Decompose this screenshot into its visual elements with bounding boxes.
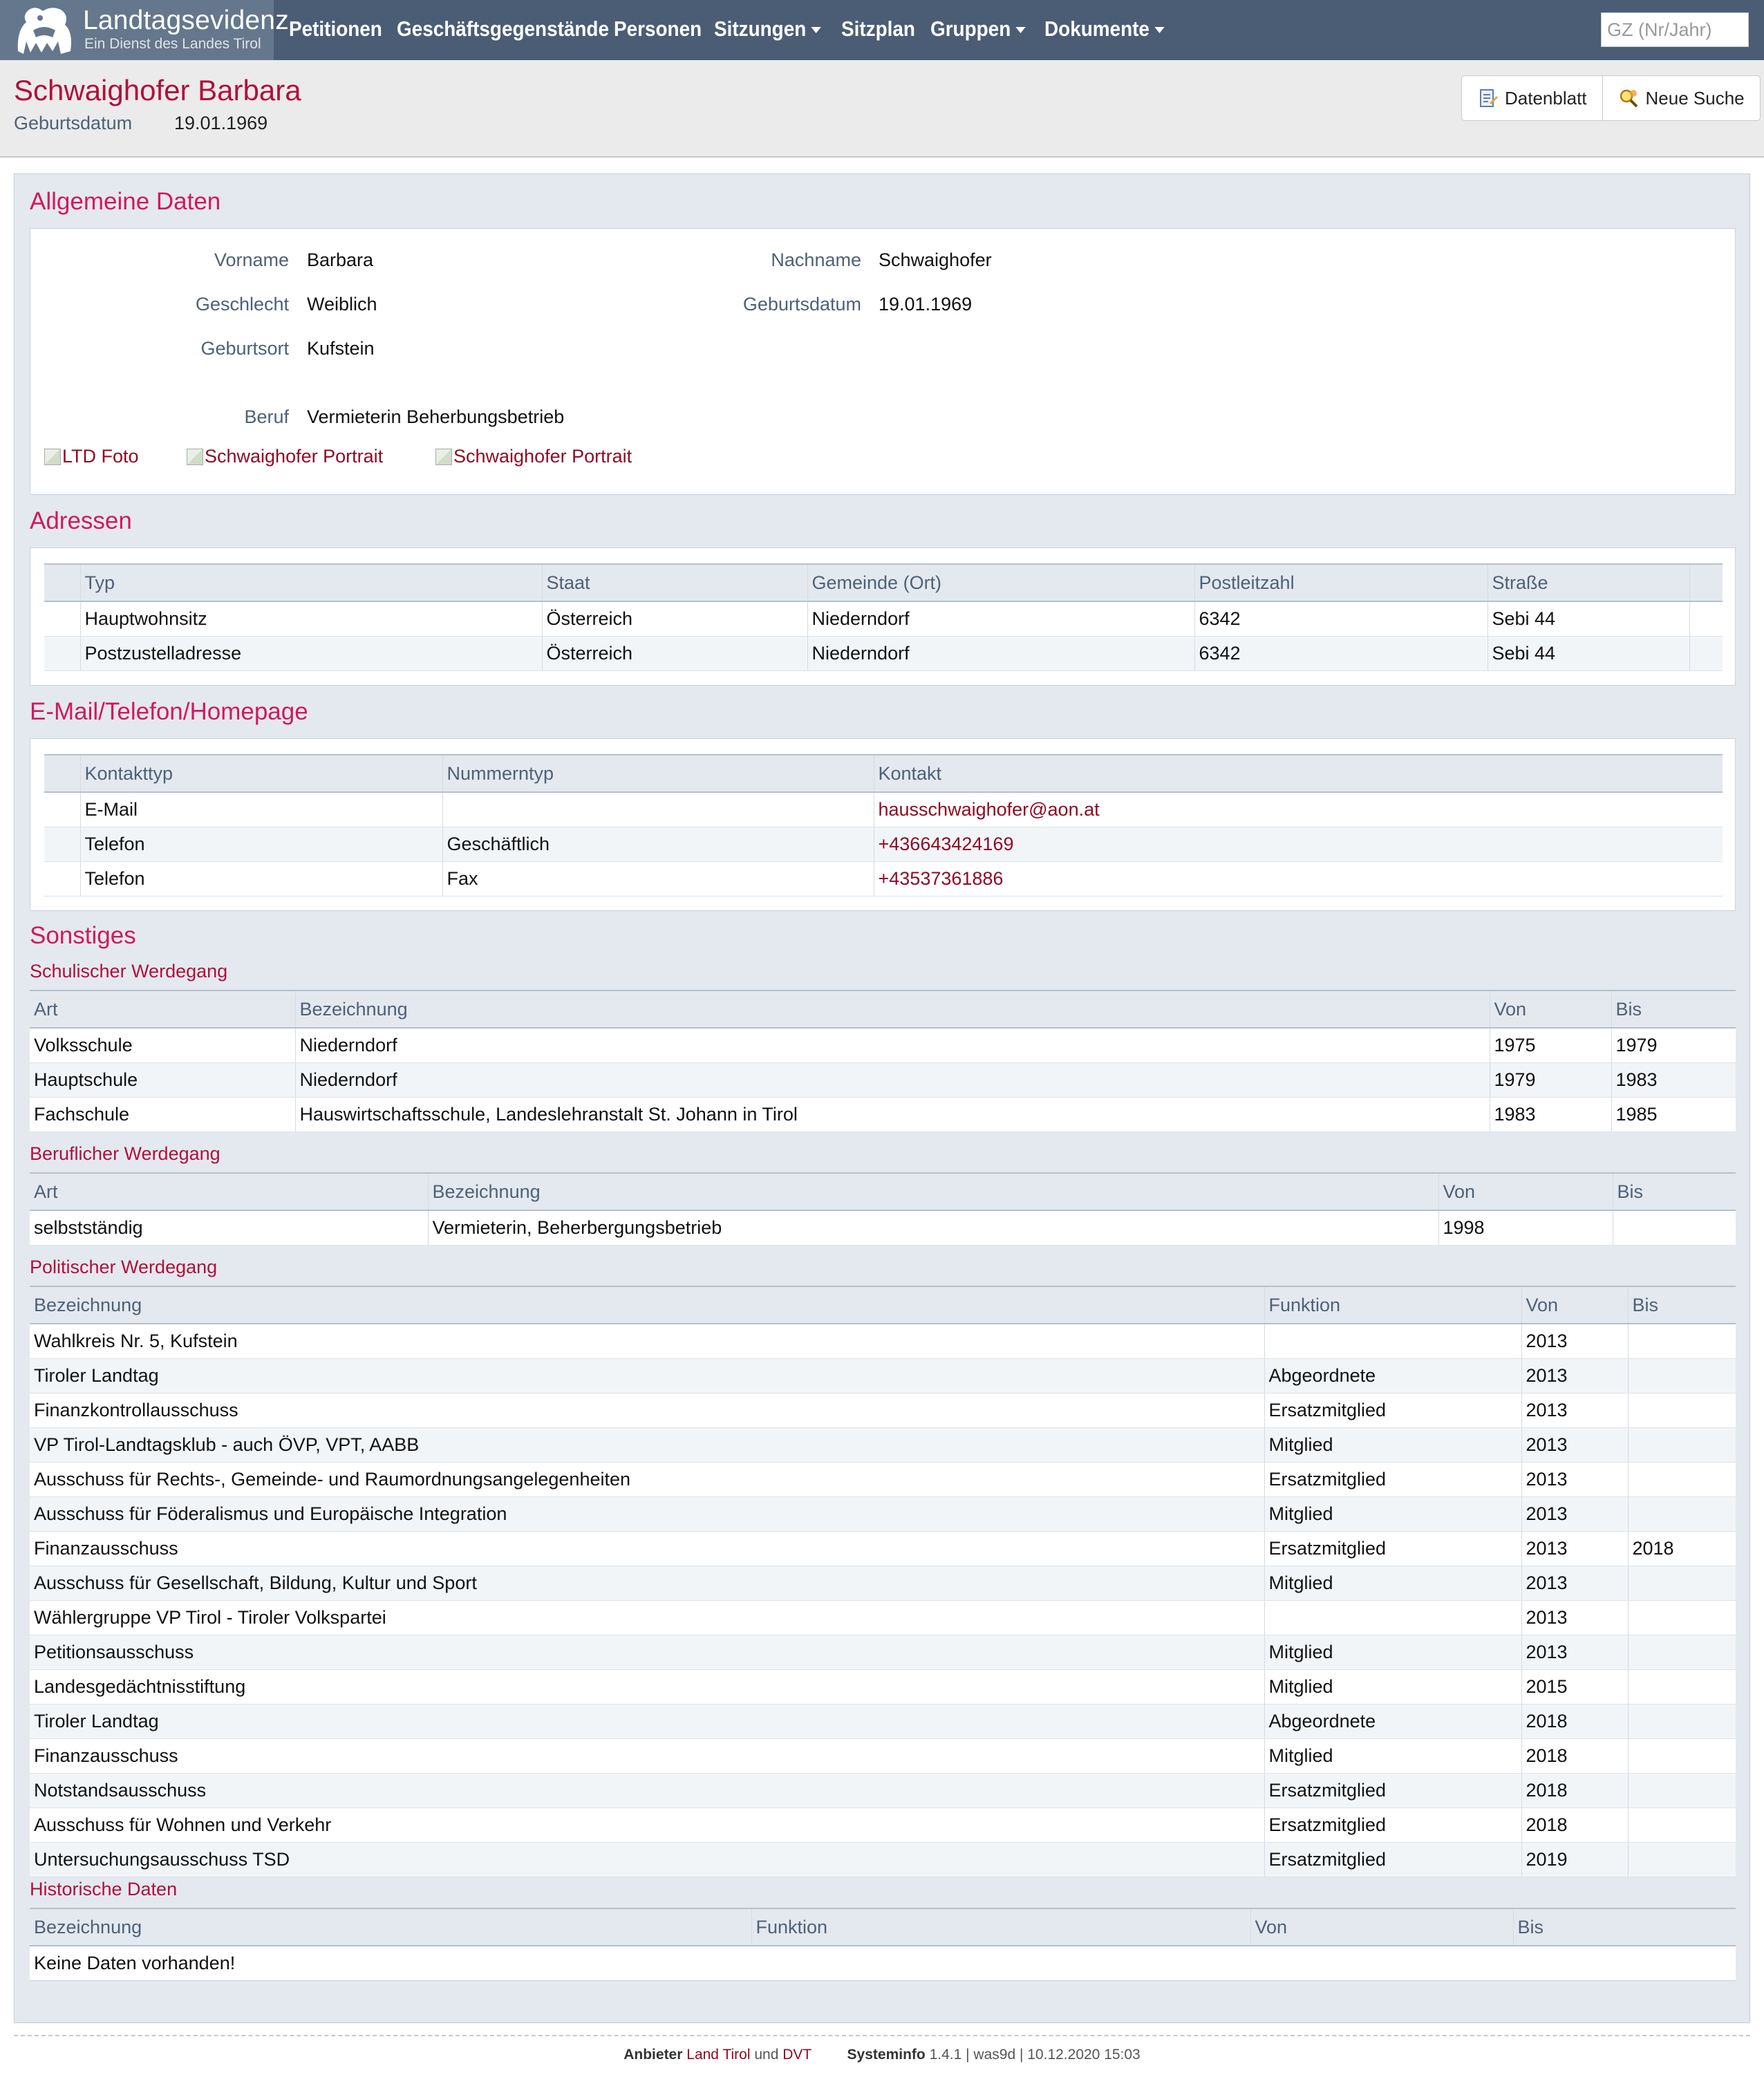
table-cell: Untersuchungsausschuss TSD bbox=[30, 1842, 1264, 1877]
geburtsort-value: Kufstein bbox=[307, 338, 375, 359]
broken-image-icon bbox=[44, 449, 61, 465]
brand-link[interactable] bbox=[0, 0, 289, 60]
column-header-von: Von bbox=[1250, 1908, 1513, 1946]
table-cell: 2015 bbox=[1521, 1669, 1628, 1704]
nav-gruppen-dropdown[interactable] bbox=[930, 17, 1026, 41]
table-header-row bbox=[30, 1173, 1736, 1210]
table-cell bbox=[1628, 1427, 1736, 1462]
table-cell: 2013 bbox=[1521, 1600, 1628, 1635]
table-header-row bbox=[30, 1908, 1736, 1946]
table-row bbox=[44, 601, 1723, 636]
table-cell: Ersatzmitglied bbox=[1264, 1393, 1521, 1427]
table-cell: Hauptschule bbox=[30, 1062, 295, 1097]
table-cell: Finanzkontrollausschuss bbox=[30, 1393, 1264, 1427]
kontakt-table bbox=[44, 754, 1723, 896]
column-header-bis: Bis bbox=[1513, 1908, 1736, 1946]
table-cell: 2013 bbox=[1521, 1531, 1628, 1566]
table-cell: Fachschule bbox=[30, 1097, 295, 1132]
page-title: Schwaighofer Barbara bbox=[14, 74, 301, 106]
table-row bbox=[30, 1496, 1736, 1531]
table-cell bbox=[1628, 1358, 1736, 1393]
datenblatt-button[interactable] bbox=[1462, 76, 1602, 120]
portrait-2-alt: Schwaighofer Portrait bbox=[453, 446, 632, 467]
table-row bbox=[30, 1462, 1736, 1496]
chevron-down-icon bbox=[811, 27, 820, 33]
politik-table-body bbox=[30, 1324, 1736, 1877]
email-link[interactable]: hausschwaighofer@aon.at bbox=[874, 792, 1723, 827]
table-row bbox=[30, 1566, 1736, 1600]
nav-dokumente-label: Dokumente bbox=[1044, 17, 1150, 41]
column-header-art: Art bbox=[30, 1173, 428, 1210]
column-header-kontakt: Kontakt bbox=[874, 755, 1723, 792]
table-cell: Mitglied bbox=[1264, 1496, 1521, 1531]
column-header bbox=[1689, 564, 1723, 601]
table-cell: Sebi 44 bbox=[1488, 636, 1689, 670]
ltd-foto-alt: LTD Foto bbox=[62, 446, 139, 467]
table-cell: Ersatzmitglied bbox=[1264, 1842, 1521, 1877]
beruf-label: Beruf bbox=[244, 406, 289, 427]
column-header-art: Art bbox=[30, 990, 295, 1028]
nav-dokumente-dropdown[interactable] bbox=[1044, 17, 1165, 41]
table-cell: Ausschuss für Föderalismus und Europäische Integration bbox=[30, 1496, 1264, 1531]
phone-link[interactable]: +436643424169 bbox=[874, 827, 1723, 861]
section-title-kontakt: E-Mail/Telefon/Homepage bbox=[30, 698, 308, 725]
table-cell bbox=[1689, 636, 1723, 670]
column-header-bezeichnung: Bezeichnung bbox=[428, 1173, 1438, 1210]
document-icon bbox=[1477, 88, 1498, 109]
table-cell: Tiroler Landtag bbox=[30, 1358, 1264, 1393]
table-row bbox=[44, 792, 1723, 827]
table-cell: Tiroler Landtag bbox=[30, 1704, 1264, 1738]
nachname-value: Schwaighofer bbox=[879, 250, 992, 270]
footer-divider bbox=[14, 2035, 1750, 2036]
section-title-sonstiges: Sonstiges bbox=[30, 922, 136, 949]
subsection-title-beruf: Beruflicher Werdegang bbox=[30, 1143, 220, 1164]
table-cell: 6342 bbox=[1194, 601, 1488, 636]
table-cell: 1985 bbox=[1611, 1097, 1736, 1132]
portrait-1-alt: Schwaighofer Portrait bbox=[205, 446, 384, 467]
table-cell: Mitglied bbox=[1264, 1427, 1521, 1462]
table-cell bbox=[44, 861, 80, 896]
table-cell: Niederndorf bbox=[295, 1062, 1490, 1097]
nav-sitzungen-label: Sitzungen bbox=[714, 17, 807, 41]
chevron-down-icon bbox=[1154, 27, 1164, 33]
portrait-image-2 bbox=[435, 446, 632, 467]
table-cell bbox=[44, 827, 80, 861]
table-cell: 2013 bbox=[1521, 1635, 1628, 1669]
footer-systeminfo-value: 1.4.1 | was9d | 10.12.2020 15:03 bbox=[929, 2047, 1141, 2063]
allgemeine-daten-box bbox=[30, 228, 1736, 495]
table-cell: E-Mail bbox=[80, 792, 442, 827]
column-header-funktion: Funktion bbox=[1264, 1286, 1521, 1324]
table-cell: Landesgedächtnisstiftung bbox=[30, 1669, 1264, 1704]
table-row bbox=[30, 1427, 1736, 1462]
table-cell bbox=[442, 792, 874, 827]
table-cell: Abgeordnete bbox=[1264, 1704, 1521, 1738]
table-cell: 2013 bbox=[1521, 1462, 1628, 1496]
table-cell bbox=[44, 636, 80, 670]
nav-sitzplan-label: Sitzplan bbox=[841, 17, 915, 41]
historisch-table bbox=[30, 1908, 1736, 1981]
table-cell: Ausschuss für Wohnen und Verkehr bbox=[30, 1808, 1264, 1842]
geburtsdatum-value: 19.01.1969 bbox=[879, 294, 973, 314]
footer-anbieter-label: Anbieter bbox=[623, 2047, 683, 2063]
column-header-bis: Bis bbox=[1628, 1286, 1736, 1324]
column-header bbox=[44, 755, 80, 792]
table-cell: Postzustelladresse bbox=[80, 636, 542, 670]
column-header-plz: Postleitzahl bbox=[1194, 564, 1488, 601]
table-cell bbox=[1628, 1462, 1736, 1496]
table-cell bbox=[1628, 1808, 1736, 1842]
brand-title: Landtagsevidenz bbox=[83, 6, 289, 35]
table-cell: Finanzausschuss bbox=[30, 1738, 1264, 1773]
table-cell: Hauswirtschaftsschule, Landeslehranstalt St. Johann in Tirol bbox=[295, 1097, 1490, 1132]
table-cell: Österreich bbox=[542, 636, 807, 670]
nav-geschaeftsgegenstaende-label: Geschäftsgegenstände bbox=[397, 17, 609, 41]
schule-table bbox=[30, 990, 1736, 1132]
table-cell: 2018 bbox=[1521, 1704, 1628, 1738]
nav-geschaeftsgegenstaende[interactable] bbox=[397, 17, 609, 41]
table-cell: 2019 bbox=[1521, 1842, 1628, 1877]
table-cell: 1979 bbox=[1490, 1062, 1611, 1097]
table-cell: 2013 bbox=[1521, 1358, 1628, 1393]
table-row bbox=[30, 1773, 1736, 1808]
table-row bbox=[44, 636, 1723, 670]
table-row bbox=[30, 1062, 1736, 1097]
table-header-row bbox=[44, 755, 1723, 792]
table-cell bbox=[1628, 1669, 1736, 1704]
geburtsdatum-label: Geburtsdatum bbox=[742, 294, 861, 314]
column-header-bis: Bis bbox=[1611, 990, 1736, 1028]
table-cell: 1998 bbox=[1438, 1210, 1613, 1245]
geburtsort-label: Geburtsort bbox=[200, 338, 289, 359]
table-cell: Mitglied bbox=[1264, 1738, 1521, 1773]
table-cell: Ersatzmitglied bbox=[1264, 1808, 1521, 1842]
table-cell: Mitglied bbox=[1264, 1669, 1521, 1704]
table-row bbox=[30, 1097, 1736, 1132]
nav-personen[interactable] bbox=[614, 17, 702, 41]
section-title-adressen: Adressen bbox=[30, 507, 132, 534]
header-dob-value: 19.01.1969 bbox=[174, 113, 268, 133]
broken-image-icon bbox=[435, 449, 452, 465]
table-row bbox=[30, 1669, 1736, 1704]
table-cell: Telefon bbox=[80, 827, 442, 861]
table-row bbox=[30, 1808, 1736, 1842]
table-cell: Österreich bbox=[542, 601, 807, 636]
table-row bbox=[30, 1531, 1736, 1566]
table-cell: 2018 bbox=[1521, 1808, 1628, 1842]
footer-dvt-link[interactable]: DVT bbox=[782, 2047, 811, 2063]
table-cell: Vermieterin, Beherbergungsbetrieb bbox=[428, 1210, 1438, 1245]
section-title-allgemeine-daten: Allgemeine Daten bbox=[30, 188, 221, 215]
table-cell: Notstandsausschuss bbox=[30, 1773, 1264, 1808]
footer-systeminfo-label: Systeminfo bbox=[847, 2047, 926, 2063]
ltd-foto-image bbox=[44, 446, 139, 467]
table-row bbox=[30, 1393, 1736, 1427]
table-cell bbox=[1628, 1324, 1736, 1358]
table-cell bbox=[44, 792, 80, 827]
broken-image-icon bbox=[187, 449, 203, 465]
nav-sitzplan[interactable] bbox=[841, 17, 915, 41]
table-cell bbox=[1264, 1324, 1521, 1358]
nav-personen-label: Personen bbox=[614, 17, 702, 41]
table-cell: 2013 bbox=[1521, 1393, 1628, 1427]
nav-gruppen-label: Gruppen bbox=[930, 17, 1011, 41]
table-cell: Telefon bbox=[80, 861, 442, 896]
table-cell: Ausschuss für Gesellschaft, Bildung, Kultur und Sport bbox=[30, 1566, 1264, 1600]
subsection-title-politik: Politischer Werdegang bbox=[30, 1257, 218, 1277]
column-header-funktion: Funktion bbox=[751, 1908, 1250, 1946]
neue-suche-button[interactable] bbox=[1602, 76, 1760, 120]
table-cell bbox=[44, 601, 80, 636]
table-cell: Ersatzmitglied bbox=[1264, 1531, 1521, 1566]
table-cell: Finanzausschuss bbox=[30, 1531, 1264, 1566]
person-header bbox=[0, 60, 1764, 158]
table-cell: 1979 bbox=[1611, 1028, 1736, 1062]
table-cell bbox=[1628, 1842, 1736, 1877]
column-header-staat: Staat bbox=[542, 564, 807, 601]
datenblatt-label: Datenblatt bbox=[1505, 87, 1587, 109]
table-cell bbox=[1628, 1600, 1736, 1635]
nachname-label: Nachname bbox=[771, 250, 861, 270]
table-cell: Niederndorf bbox=[295, 1028, 1490, 1062]
table-cell: 2013 bbox=[1521, 1324, 1628, 1358]
column-header-nummerntyp: Nummerntyp bbox=[442, 755, 874, 792]
neue-suche-label: Neue Suche bbox=[1645, 87, 1745, 109]
table-cell: Sebi 44 bbox=[1488, 601, 1689, 636]
table-row bbox=[30, 1946, 1736, 1980]
table-cell bbox=[1628, 1738, 1736, 1773]
table-cell bbox=[1689, 601, 1723, 636]
table-cell bbox=[1613, 1210, 1736, 1245]
adressen-table bbox=[44, 563, 1723, 671]
vorname-label: Vorname bbox=[214, 250, 289, 270]
column-header-bezeichnung: Bezeichnung bbox=[30, 1908, 751, 1946]
table-row bbox=[30, 1704, 1736, 1738]
chevron-down-icon bbox=[1015, 27, 1025, 33]
tyrolean-eagle-logo-icon bbox=[12, 3, 76, 58]
footer-und: und bbox=[754, 2047, 779, 2063]
table-row bbox=[30, 1358, 1736, 1393]
table-row bbox=[30, 1028, 1736, 1062]
table-cell: Fax bbox=[442, 861, 874, 896]
column-header-gemeinde: Gemeinde (Ort) bbox=[807, 564, 1194, 601]
adressen-box bbox=[30, 547, 1736, 686]
table-row bbox=[30, 1210, 1736, 1245]
table-cell: VP Tirol-Landtagsklub - auch ÖVP, VPT, AABB bbox=[30, 1427, 1264, 1462]
table-cell bbox=[1628, 1496, 1736, 1531]
column-header-bezeichnung: Bezeichnung bbox=[295, 990, 1490, 1028]
column-header-bezeichnung: Bezeichnung bbox=[30, 1286, 1264, 1324]
table-cell: Wählergruppe VP Tirol - Tiroler Volkspartei bbox=[30, 1600, 1264, 1635]
empty-table-message: Keine Daten vorhanden! bbox=[30, 1946, 1736, 1980]
top-navbar bbox=[0, 0, 1764, 60]
table-cell: 2013 bbox=[1521, 1566, 1628, 1600]
table-cell: 2018 bbox=[1521, 1773, 1628, 1808]
column-header-von: Von bbox=[1490, 990, 1611, 1028]
header-button-group bbox=[1461, 75, 1761, 121]
portrait-image-1 bbox=[187, 446, 383, 467]
geschlecht-label: Geschlecht bbox=[195, 294, 289, 314]
nav-petitionen[interactable] bbox=[289, 17, 382, 41]
politik-table bbox=[30, 1286, 1736, 1877]
subsection-title-schule: Schulischer Werdegang bbox=[30, 961, 228, 982]
main-panel bbox=[14, 173, 1750, 2023]
table-cell: Petitionsausschuss bbox=[30, 1635, 1264, 1669]
table-cell bbox=[1628, 1635, 1736, 1669]
nav-sitzungen-dropdown[interactable] bbox=[714, 17, 821, 41]
column-header-von: Von bbox=[1521, 1286, 1628, 1324]
brand-subtitle: Ein Dienst des Landes Tirol bbox=[84, 36, 261, 52]
table-cell: Wahlkreis Nr. 5, Kufstein bbox=[30, 1324, 1264, 1358]
table-cell: Abgeordnete bbox=[1264, 1358, 1521, 1393]
geschlecht-value: Weiblich bbox=[307, 294, 377, 314]
table-cell bbox=[1264, 1600, 1521, 1635]
beruf-table bbox=[30, 1172, 1736, 1246]
fax-link[interactable]: +43537361886 bbox=[874, 861, 1723, 896]
table-cell bbox=[1628, 1773, 1736, 1808]
table-cell: Ausschuss für Rechts-, Gemeinde- und Raumordnungsangelegenheiten bbox=[30, 1462, 1264, 1496]
gz-search-input[interactable] bbox=[1601, 12, 1749, 47]
table-cell: 2018 bbox=[1628, 1531, 1736, 1566]
table-cell: 2013 bbox=[1521, 1496, 1628, 1531]
table-row bbox=[30, 1842, 1736, 1877]
footer-land-tirol-link[interactable]: Land Tirol bbox=[686, 2047, 751, 2063]
table-header-row bbox=[30, 1286, 1736, 1324]
table-cell bbox=[1628, 1393, 1736, 1427]
column-header-strasse: Straße bbox=[1488, 564, 1689, 601]
table-cell: Mitglied bbox=[1264, 1566, 1521, 1600]
table-row bbox=[30, 1600, 1736, 1635]
column-header-kontakttyp: Kontakttyp bbox=[80, 755, 442, 792]
table-header-row bbox=[44, 564, 1723, 601]
nav-petitionen-label: Petitionen bbox=[289, 17, 382, 41]
table-cell: Ersatzmitglied bbox=[1264, 1462, 1521, 1496]
column-header-typ: Typ bbox=[80, 564, 542, 601]
header-dob-label: Geburtsdatum bbox=[14, 113, 133, 133]
footer bbox=[0, 2047, 1764, 2063]
table-cell: 2018 bbox=[1521, 1738, 1628, 1773]
vorname-value: Barbara bbox=[307, 250, 374, 270]
table-cell: Niederndorf bbox=[807, 601, 1194, 636]
table-cell: 1983 bbox=[1490, 1097, 1611, 1132]
table-cell bbox=[1628, 1566, 1736, 1600]
column-header bbox=[44, 564, 80, 601]
table-cell: 2013 bbox=[1521, 1427, 1628, 1462]
table-cell: 1983 bbox=[1611, 1062, 1736, 1097]
column-header-von: Von bbox=[1438, 1173, 1613, 1210]
table-cell: Ersatzmitglied bbox=[1264, 1773, 1521, 1808]
column-header-bis: Bis bbox=[1613, 1173, 1736, 1210]
table-cell: Volksschule bbox=[30, 1028, 295, 1062]
table-row bbox=[30, 1738, 1736, 1773]
table-row bbox=[44, 861, 1723, 896]
table-cell: selbstständig bbox=[30, 1210, 428, 1245]
table-cell: 1975 bbox=[1490, 1028, 1611, 1062]
table-row bbox=[30, 1635, 1736, 1669]
search-icon bbox=[1618, 88, 1639, 109]
table-cell: Niederndorf bbox=[807, 636, 1194, 670]
table-row bbox=[30, 1324, 1736, 1358]
table-cell: Mitglied bbox=[1264, 1635, 1521, 1669]
table-header-row bbox=[30, 990, 1736, 1028]
table-cell: Hauptwohnsitz bbox=[80, 601, 542, 636]
subsection-title-historisch: Historische Daten bbox=[30, 1879, 178, 1899]
kontakt-box bbox=[30, 738, 1736, 911]
table-row bbox=[44, 827, 1723, 861]
table-cell: Geschäftlich bbox=[442, 827, 874, 861]
beruf-value: Vermieterin Beherbungsbetrieb bbox=[307, 406, 565, 427]
table-cell: 6342 bbox=[1194, 636, 1488, 670]
table-cell bbox=[1628, 1704, 1736, 1738]
